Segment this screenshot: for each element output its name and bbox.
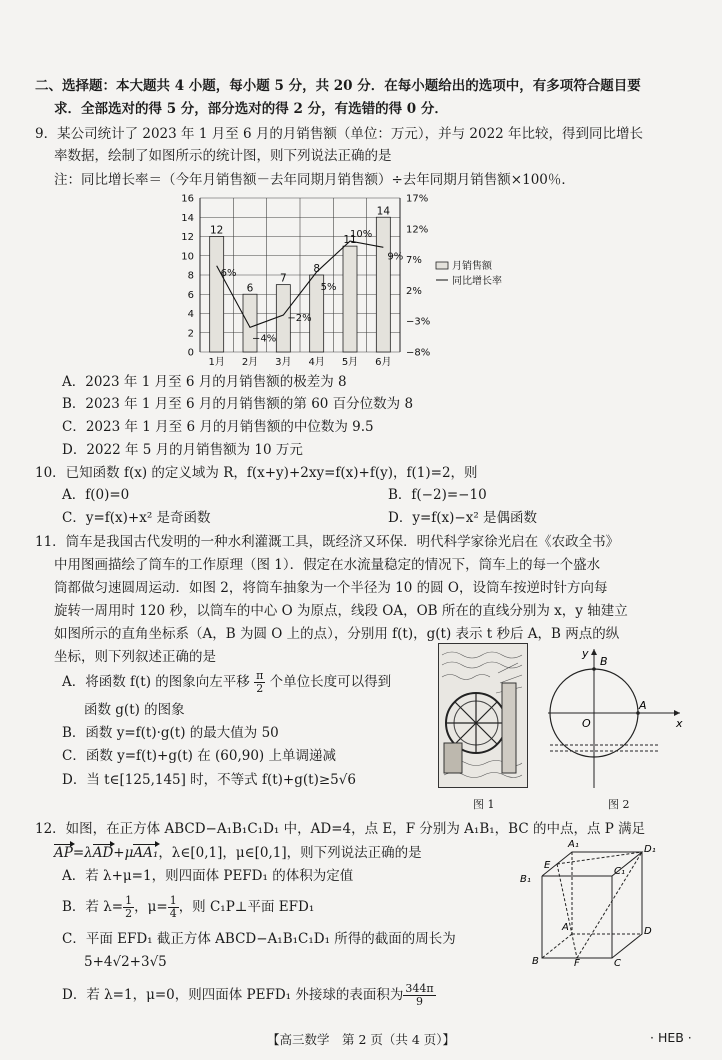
left-tick-7: 14 xyxy=(181,212,194,224)
right-tick-0: −8% xyxy=(406,347,431,359)
q10-option-d[interactable]: D．y=f(x)−x² 是偶函数 xyxy=(388,510,538,526)
bar-label-2: 6 xyxy=(246,282,254,295)
left-tick-8: 16 xyxy=(181,193,194,205)
q9-option-b[interactable]: B．2023 年 1 月至 6 月的月销售额的第 60 百分位数为 8 xyxy=(62,396,414,412)
category-3: 3月 xyxy=(275,357,292,368)
left-tick-5: 10 xyxy=(181,251,194,263)
q11-line5: 如图所示的直角坐标系（A，B 为圆 O 上的点），分别用 f(t)，g(t) 表示 t 秒后 A，B 两点的纵 xyxy=(54,626,620,642)
q11-option-b[interactable]: B．函数 y=f(t)·g(t) 的最大值为 50 xyxy=(62,725,279,741)
cube-label-f: F xyxy=(574,958,580,968)
bar-6 xyxy=(376,217,390,352)
cube-label-a1: A₁ xyxy=(568,839,579,850)
q9-stem-line2: 率数据，绘制了如图所示的统计图，则下列说法正确的是 xyxy=(54,148,392,164)
right-tick-4: 12% xyxy=(406,224,429,236)
category-1: 1月 xyxy=(208,357,225,368)
growth-label-6: 9% xyxy=(387,251,404,263)
chart-left-axis xyxy=(181,194,200,359)
q11-line1: 11．筒车是我国古代发明的一种水利灌溉工具，既经济又环保．明代科学家徐光启在《农政全书》 xyxy=(35,534,620,550)
q12-line1: 12．如图，在正方体 ABCD−A₁B₁C₁D₁ 中，AD=4，点 E，F 分别为 A₁B₁，BC 的中点，点 P 满足 xyxy=(35,821,646,837)
bar-label-3: 7 xyxy=(279,272,287,285)
chart-categories xyxy=(208,356,391,368)
bar-label-5: 11 xyxy=(343,234,357,247)
category-4: 4月 xyxy=(308,357,325,368)
footer-code: · HEB · xyxy=(650,1030,692,1045)
growth-label-4: 5% xyxy=(320,281,337,293)
q10-stem: 10．已知函数 f(x) 的定义域为 R，f(x+y)+2xy=f(x)+f(y)，f(1)=2，则 xyxy=(35,465,478,481)
growth-label-2: −4% xyxy=(252,333,277,345)
q9-option-c[interactable]: C．2023 年 1 月至 6 月的月销售额的中位数为 9.5 xyxy=(62,419,374,435)
right-tick-1: −3% xyxy=(406,316,431,328)
q11-line3: 筒都做匀速圆周运动．如图 2，将筒车抽象为一个半径为 10 的圆 O，设筒车按逆时针方向每 xyxy=(54,580,608,596)
q11-line2: 中用图画描绘了筒车的工作原理（图 1）．假定在水流量稳定的情况下，筒车上的每一个盛水 xyxy=(54,557,601,573)
category-2: 2月 xyxy=(241,357,259,368)
q11-option-c[interactable]: C．函数 y=f(t)+g(t) 在 (60,90) 上单调递减 xyxy=(62,748,336,764)
chart-legend xyxy=(436,259,502,287)
section-header-line1: 二、选择题：本大题共 4 小题，每小题 5 分，共 20 分．在每小题给出的选项中，有多项符合题目要 xyxy=(35,78,641,94)
q12-option-b[interactable]: B．若 λ= $\frac{1}{2}$ ，μ= $\frac{1}{4}$ ，则 C₁P⊥平面 EFD₁ xyxy=(62,894,315,920)
q10-option-c[interactable]: C．y=f(x)+x² 是奇函数 xyxy=(62,510,211,526)
figure2-label-a: A xyxy=(639,699,647,712)
left-tick-4: 8 xyxy=(187,270,194,282)
q9-option-a[interactable]: A．2023 年 1 月至 6 月的月销售额的极差为 8 xyxy=(62,374,347,390)
page-footer: 【高三数学 第 2 页（共 4 页）】 xyxy=(266,1032,456,1047)
vector-ap: AP xyxy=(54,845,73,861)
bar-1 xyxy=(210,237,224,353)
q12-option-a[interactable]: A．若 λ+μ=1，则四面体 PEFD₁ 的体积为定值 xyxy=(62,868,354,884)
figure2-label-b: B xyxy=(600,655,608,668)
growth-label-1: 6% xyxy=(220,267,237,279)
cube-label-b: B xyxy=(532,956,539,967)
category-5: 5月 xyxy=(341,357,359,368)
q11-option-a[interactable]: A．将函数 f(t) 的图象向左平移 $\frac{\pi}{2}$ 个单位长度可以得到 xyxy=(62,669,392,695)
figure1-waterwheel-image xyxy=(438,643,528,788)
right-tick-3: 7% xyxy=(406,255,422,267)
legend-bar-swatch xyxy=(436,262,448,269)
chart-right-axis xyxy=(400,194,430,359)
figure2-label-y: y xyxy=(582,647,589,660)
bar-label-4: 8 xyxy=(313,263,321,275)
figure2-circle-diagram xyxy=(540,643,688,793)
figure1-caption: 图 1 xyxy=(473,798,495,811)
q9-option-d[interactable]: D．2022 年 5 月的月销售额为 10 万元 xyxy=(62,442,303,458)
q11-line6: 坐标，则下列叙述正确的是 xyxy=(54,649,216,665)
q12-option-c-cont: 5+4√2+3√5 xyxy=(84,954,167,970)
cube-label-d1: D₁ xyxy=(644,844,656,855)
bar-label-6: 14 xyxy=(376,205,391,218)
q11-option-a-cont: 函数 g(t) 的图象 xyxy=(84,702,185,718)
vector-aa1: AA₁ xyxy=(133,845,159,861)
vector-ad: AD xyxy=(92,845,114,861)
q10-option-a[interactable]: A．f(0)=0 xyxy=(62,487,130,503)
cube-label-b1: B₁ xyxy=(520,874,531,885)
figure2-caption: 图 2 xyxy=(608,798,630,811)
cube-label-a: A xyxy=(562,922,569,933)
cube-diagram xyxy=(514,838,690,968)
q12-option-d[interactable]: D．若 λ=1，μ=0，则四面体 PEFD₁ 外接球的表面积为 $\frac{344\pi}{9}$ xyxy=(62,982,434,1008)
legend-bar-label: 月销售额 xyxy=(452,261,492,272)
category-6: 6月 xyxy=(375,357,392,368)
bar-5 xyxy=(343,246,357,352)
cube-label-c1: C₁ xyxy=(614,866,625,877)
left-tick-3: 6 xyxy=(187,289,194,301)
right-tick-5: 17% xyxy=(406,193,429,205)
cube-label-c: C xyxy=(614,958,621,968)
q9-stem-line1: 9．某公司统计了 2023 年 1 月至 6 月的月销售额（单位：万元），并与 2022 年比较，得到同比增长 xyxy=(35,126,644,142)
q11-option-d[interactable]: D．当 t∈[125,145] 时，不等式 f(t)+g(t)≥5√6 xyxy=(62,772,356,788)
bar-label-1: 12 xyxy=(209,224,224,237)
figure2-label-x: x xyxy=(676,717,683,730)
cube-label-d: D xyxy=(644,926,652,937)
growth-label-3: −2% xyxy=(287,313,312,325)
q12-option-c[interactable]: C．平面 EFD₁ 截正方体 ABCD−A₁B₁C₁D₁ 所得的截面的周长为 xyxy=(62,931,456,947)
cube-label-e: E xyxy=(544,860,551,871)
left-tick-2: 4 xyxy=(187,309,194,320)
right-tick-2: 2% xyxy=(406,285,422,297)
growth-label-5: 10% xyxy=(350,229,373,241)
left-tick-0: 0 xyxy=(187,347,194,359)
section-header-line2: 求．全部选对的得 5 分，部分选对的得 2 分，有选错的得 0 分． xyxy=(54,101,448,117)
q12-line2: AP=λAD+μAA₁，λ∈[0,1]，μ∈[0,1]，则下列说法正确的是 xyxy=(54,845,422,861)
q11-line4: 旋转一周用时 120 秒，以筒车的中心 O 为原点，线段 OA，OB 所在的直线分别为 x，y 轴建立 xyxy=(54,603,628,619)
figure2-label-o: O xyxy=(582,717,591,730)
legend-line-label: 同比增长率 xyxy=(452,276,502,287)
q9-note: 注：同比增长率＝（今年月销售额－去年同期月销售额）÷去年同期月销售额×100％． xyxy=(54,172,575,188)
sales-chart xyxy=(160,190,540,370)
q10-option-b[interactable]: B．f(−2)=−10 xyxy=(388,487,487,503)
left-tick-1: 2 xyxy=(187,328,194,340)
left-tick-6: 12 xyxy=(181,232,194,243)
